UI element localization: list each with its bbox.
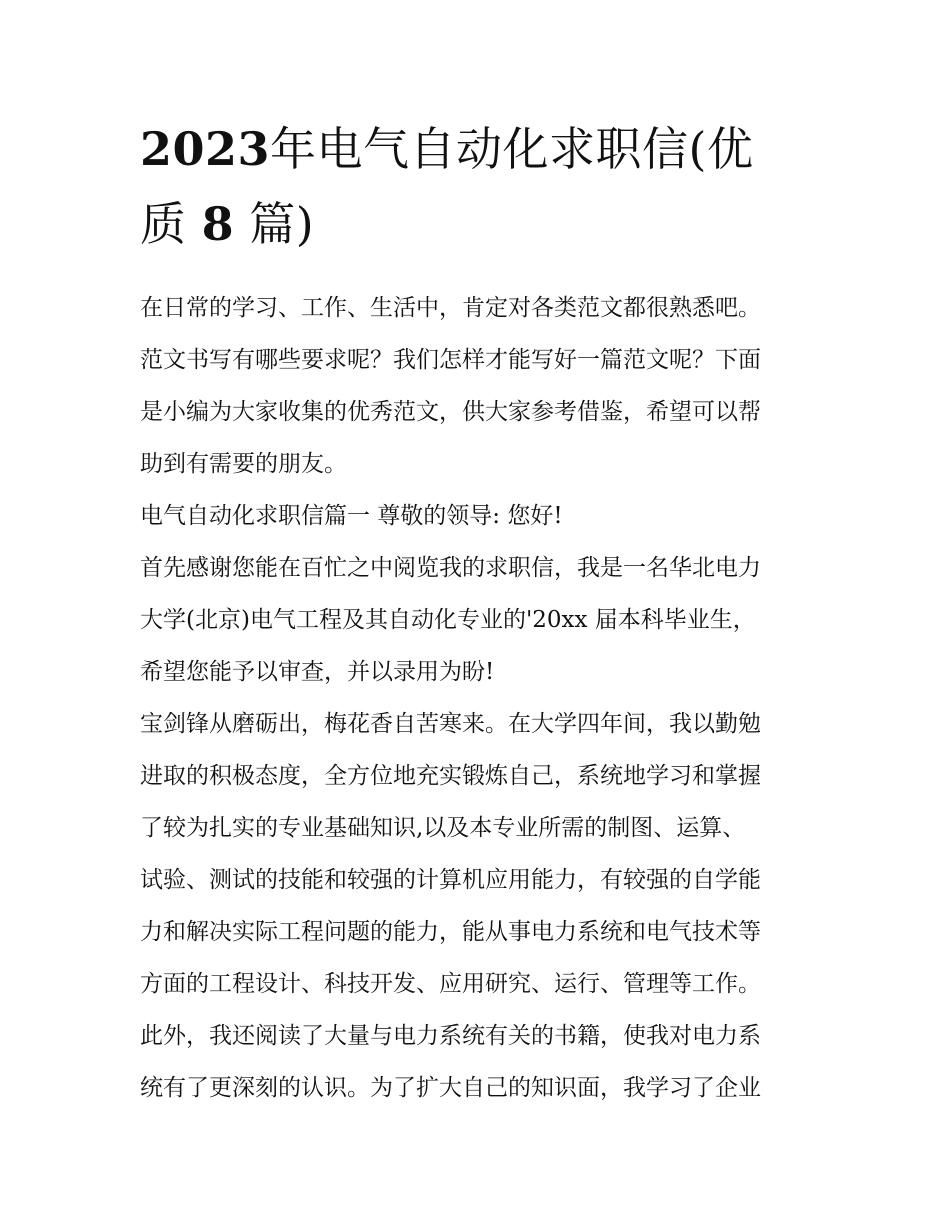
paragraph-line: 首先感谢您能在百忙之中阅览我的求职信，我是一名华北电力 bbox=[140, 555, 761, 581]
paragraph-line: 进取的积极态度，全方位地充实锻炼自己，系统地学习和掌握 bbox=[140, 763, 761, 789]
paragraph-line: 方面的工程设计、科技开发、应用研究、运行、管理等工作。 bbox=[140, 971, 761, 997]
paragraph-line: 是小编为大家收集的优秀范文，供大家参考借鉴，希望可以帮 bbox=[140, 399, 761, 425]
title-count: 8 bbox=[201, 197, 235, 251]
paragraph-line: 力和解决实际工程问题的能力，能从事电力系统和电气技术等 bbox=[140, 919, 761, 945]
paragraph-greeting bbox=[140, 490, 820, 542]
title-year: 2023 bbox=[140, 122, 271, 176]
paragraph-main bbox=[140, 698, 820, 1114]
paragraph-line: 统有了更深刻的认识。为了扩大自己的知识面，我学习了企业 bbox=[140, 1075, 761, 1101]
paragraph-line: 大学(北京)电气工程及其自动化专业的'20xx 届本科毕业生， bbox=[140, 607, 756, 633]
paragraph-line: 在日常的学习、工作、生活中，肯定对各类范文都很熟悉吧。 bbox=[140, 295, 761, 321]
paragraph-line: 试验、测试的技能和较强的计算机应用能力，有较强的自学能 bbox=[140, 867, 761, 893]
paragraph-line: 范文书写有哪些要求呢？我们怎样才能写好一篇范文呢？下面 bbox=[140, 347, 761, 373]
title-text-2: 质 bbox=[140, 197, 187, 251]
paragraph-line: 此外，我还阅读了大量与电力系统有关的书籍，使我对电力系 bbox=[140, 1023, 761, 1049]
paragraph-line: 宝剑锋从磨砺出，梅花香自苦寒来。在大学四年间，我以勤勉 bbox=[140, 711, 761, 737]
paragraph-line: 了较为扎实的专业基础知识,以及本专业所需的制图、运算、 bbox=[140, 815, 746, 841]
title-text-3: 篇) bbox=[249, 197, 315, 251]
document-title bbox=[140, 112, 820, 262]
paragraph-line: 助到有需要的朋友。 bbox=[140, 451, 347, 477]
paragraph-line: 希望您能予以审查，并以录用为盼! bbox=[140, 659, 495, 685]
paragraph-opening bbox=[140, 542, 820, 698]
document-body bbox=[140, 282, 820, 1114]
document-page bbox=[140, 112, 820, 1114]
title-text-1: 年电气自动化求职信(优 bbox=[270, 122, 754, 176]
paragraph-line: 电气自动化求职信篇一 尊敬的领导: 您好! bbox=[140, 503, 563, 529]
paragraph-intro bbox=[140, 282, 820, 490]
